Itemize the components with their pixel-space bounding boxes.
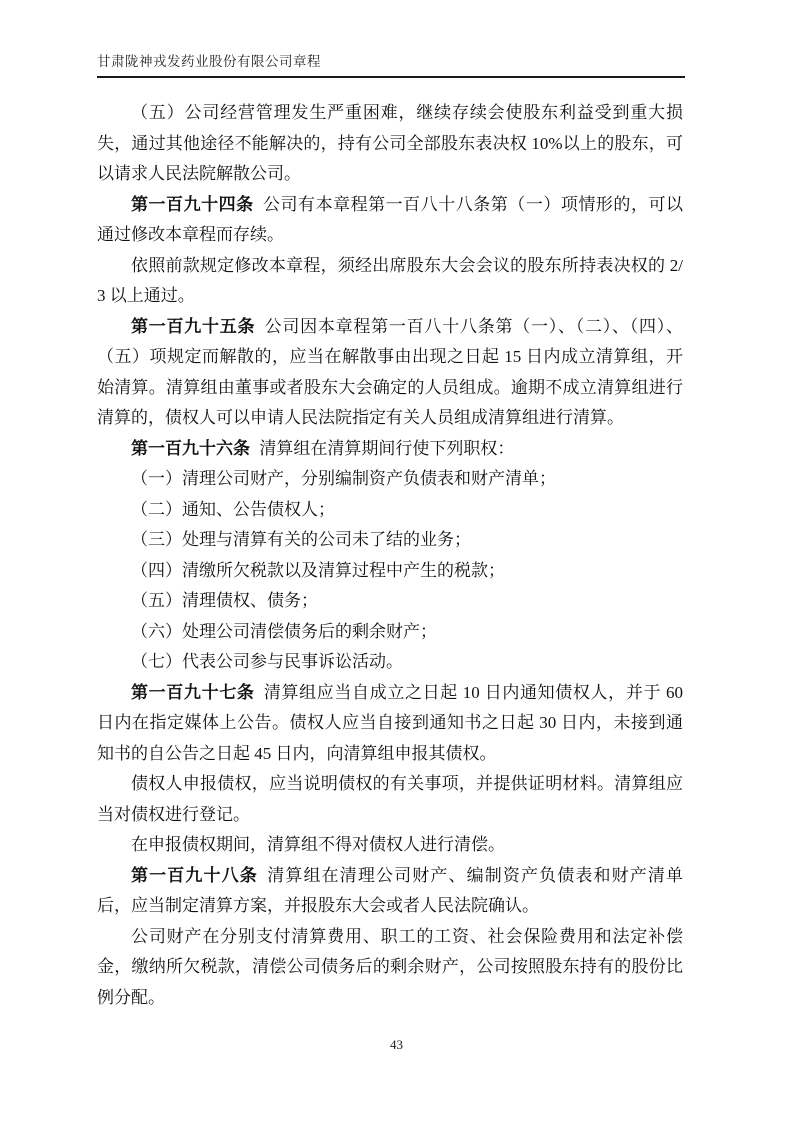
- article-number: 第一百九十八条: [131, 865, 258, 885]
- paragraph-text: 债权人申报债权，应当说明债权的有关事项，并提供证明材料。清算组应当对债权进行登记。: [97, 774, 683, 824]
- paragraph-text: 在申报债权期间，清算组不得对债权人进行清偿。: [131, 835, 505, 854]
- page-header: [97, 50, 685, 78]
- paragraph: [97, 769, 683, 830]
- paragraph-text: （四）清缴所欠税款以及清算过程中产生的税款；: [131, 560, 505, 580]
- paragraph-text: 公司因本章程第一百八十八条第（一）、（二）、（四）、（五）项规定而解散的，应当在解散事由出现之日起 15 日内成立清算组，开始清算。清算组由董事或者股东大会确定的人员组成。逾期不成立清算组进行清算的，债权人可以申请人民法院指定有关人员组成清算组进行清算。: [97, 316, 684, 427]
- article-number: 第一百九十四条: [131, 194, 254, 214]
- paragraph: [97, 830, 683, 861]
- document-body: [97, 98, 683, 1013]
- paragraph: [97, 464, 683, 495]
- paragraph-text: （五）清理债权、债务；: [131, 591, 318, 610]
- paragraph: [97, 556, 683, 587]
- paragraph: [97, 678, 683, 770]
- article-number: 第一百九十七条: [131, 682, 255, 702]
- page-number: 43: [390, 1037, 403, 1052]
- paragraph: [97, 251, 683, 312]
- paragraph-text: （六）处理公司清偿债务后的剩余财产；: [131, 621, 437, 641]
- paragraph-text: 公司财产在分别支付清算费用、职工的工资、社会保险费用和法定补偿金，缴纳所欠税款，清偿公司债务后的剩余财产，公司按照股东持有的股份比例分配。: [97, 926, 683, 1007]
- paragraph: [97, 312, 683, 434]
- paragraph: [97, 586, 683, 617]
- paragraph: [97, 647, 683, 678]
- paragraph: [97, 495, 683, 526]
- paragraph: [97, 922, 683, 1014]
- paragraph-text: 清算组在清理公司财产、编制资产负债表和财产清单后，应当制定清算方案，并报股东大会或者人民法院确认。: [97, 865, 684, 915]
- paragraph-text: （二）通知、公告债权人；: [131, 499, 335, 519]
- paragraph-text: 清算组应当自成立之日起 10 日内通知债权人，并于 60 日内在指定媒体上公告。债权人应当自接到通知书之日起 30 日内，未接到通知书的自公告之日起 45 日内，向清算组申报其债权。: [97, 682, 684, 763]
- document-title: 甘肃陇神戎发药业股份有限公司章程: [97, 54, 321, 69]
- paragraph-text: （三）处理与清算有关的公司未了结的业务；: [131, 530, 471, 549]
- article-number: 第一百九十五条: [131, 316, 256, 336]
- paragraph-text: （一）清理公司财产，分别编制资产负债表和财产清单；: [131, 469, 556, 488]
- paragraph: [97, 617, 683, 648]
- article-number: 第一百九十六条: [131, 438, 250, 458]
- paragraph-text: 依照前款规定修改本章程，须经出席股东大会会议的股东所持表决权的 2/3 以上通过。: [97, 255, 683, 305]
- paragraph-text: 公司有本章程第一百八十八条第（一）项情形的，可以通过修改本章程而存续。: [97, 194, 684, 244]
- paragraph-text: （五）公司经营管理发生严重困难，继续存续会使股东利益受到重大损失，通过其他途径不能解决的，持有公司全部股东表决权 10%以上的股东，可以请求人民法院解散公司。: [97, 103, 683, 183]
- paragraph: [97, 861, 683, 922]
- page-footer: [0, 1036, 793, 1054]
- paragraph: [97, 525, 683, 556]
- paragraph: [97, 434, 683, 465]
- paragraph-text: （七）代表公司参与民事诉讼活动。: [131, 652, 403, 671]
- paragraph: [97, 190, 683, 251]
- paragraph: [97, 98, 683, 190]
- paragraph-text: 清算组在清算期间行使下列职权：: [259, 438, 515, 458]
